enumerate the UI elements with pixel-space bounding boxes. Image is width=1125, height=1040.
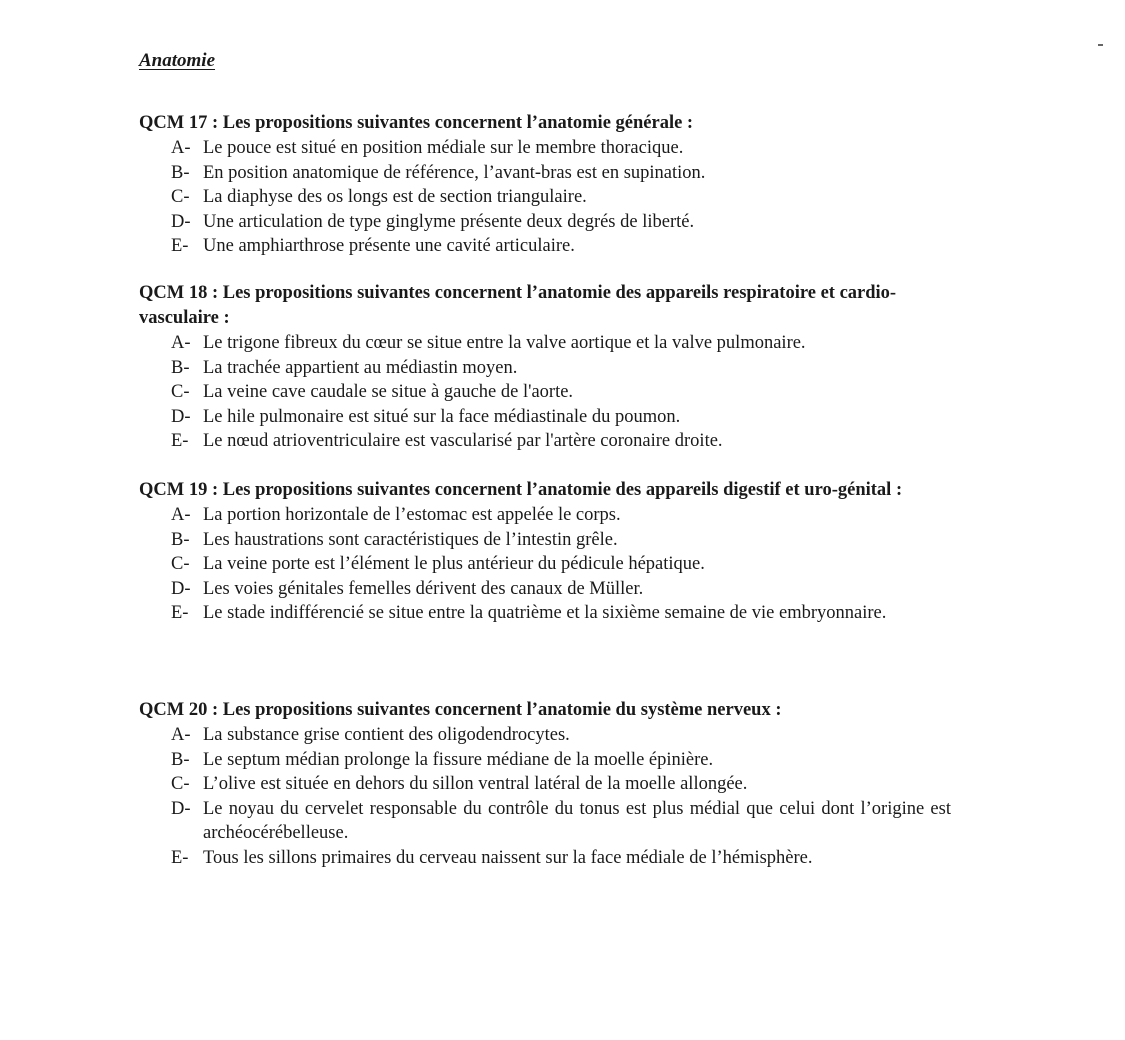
option-text: Le stade indifférencié se situe entre la quatrième et la sixième semaine de vie embryonnaire.: [203, 603, 887, 623]
option-letter: E-: [171, 431, 189, 451]
option-letter: B-: [171, 162, 190, 183]
option-text: Une articulation de type ginglyme présente deux degrés de liberté.: [203, 211, 695, 232]
option-letter: E-: [171, 603, 189, 623]
option-text: L’olive est située en dehors du sillon ventral latéral de la moelle allongée.: [203, 774, 748, 794]
qcm-option-d: [139, 210, 951, 235]
option-letter: A-: [171, 505, 191, 525]
option-text: Le noyau du cervelet responsable du contrôle du tonus est plus médial que celui dont l’origine est archéocérébelleuse.: [203, 798, 951, 843]
qcm-option-b: [139, 161, 951, 186]
option-text: Les haustrations sont caractéristiques de l’intestin grêle.: [203, 529, 618, 550]
option-text: Le pouce est situé en position médiale sur le membre thoracique.: [203, 138, 684, 158]
qcm-option-a: [139, 503, 951, 528]
qcm-19: [139, 478, 951, 626]
qcm-option-e: [139, 429, 951, 454]
qcm-option-c: [139, 185, 951, 210]
qcm-option-b: [139, 748, 951, 773]
option-letter: C-: [171, 554, 190, 574]
option-text: En position anatomique de référence, l’avant-bras est en supination.: [203, 162, 706, 183]
option-letter: B-: [171, 749, 190, 770]
qcm-option-a: [139, 331, 951, 356]
option-text: Une amphiarthrose présente une cavité articulaire.: [203, 236, 575, 256]
option-letter: D-: [171, 798, 191, 819]
qcm-question: QCM 18 : Les propositions suivantes concernent l’anatomie des appareils respiratoire et cardio-vasculaire :: [139, 283, 897, 328]
qcm-option-c: [139, 380, 951, 405]
qcm-option-b: [139, 356, 951, 381]
option-letter: D-: [171, 211, 191, 232]
qcm-option-c: [139, 772, 951, 797]
qcm-option-b: [139, 528, 951, 553]
scan-speck: [1098, 44, 1103, 46]
option-letter: E-: [171, 236, 189, 256]
qcm-option-d: [139, 797, 951, 846]
option-text: Tous les sillons primaires du cerveau naissent sur la face médiale de l’hémisphère.: [203, 847, 813, 868]
option-letter: C-: [171, 382, 190, 402]
option-text: La substance grise contient des oligodendrocytes.: [203, 725, 570, 745]
option-text: Les voies génitales femelles dérivent des canaux de Müller.: [203, 578, 644, 599]
qcm-20: [139, 698, 951, 870]
qcm-question: QCM 20 : Les propositions suivantes concernent l’anatomie du système nerveux :: [139, 700, 782, 720]
qcm-options: [139, 723, 951, 870]
qcm-option-e: [139, 234, 951, 259]
option-letter: A-: [171, 138, 191, 158]
qcm-option-e: [139, 601, 951, 626]
qcm-option-c: [139, 552, 951, 577]
qcm-option-d: [139, 405, 951, 430]
qcm-options: [139, 136, 951, 259]
qcm-option-d: [139, 577, 951, 602]
option-text: La trachée appartient au médiastin moyen.: [203, 357, 518, 378]
qcm-question: QCM 17 : Les propositions suivantes concernent l’anatomie générale :: [139, 113, 694, 133]
option-text: Le hile pulmonaire est situé sur la face médiastinale du poumon.: [203, 406, 681, 427]
option-letter: B-: [171, 529, 190, 550]
qcm-17: [139, 111, 951, 259]
option-letter: E-: [171, 847, 189, 868]
qcm-18: [139, 281, 951, 454]
option-text: La veine cave caudale se situe à gauche de l'aorte.: [203, 382, 574, 402]
option-letter: A-: [171, 333, 191, 353]
option-letter: C-: [171, 774, 190, 794]
option-text: Le nœud atrioventriculaire est vascularisé par l'artère coronaire droite.: [203, 431, 723, 451]
qcm-option-a: [139, 723, 951, 748]
section-title: Anatomie: [139, 50, 216, 71]
option-letter: A-: [171, 725, 191, 745]
option-letter: D-: [171, 406, 191, 427]
qcm-option-e: [139, 846, 951, 871]
qcm-options: [139, 331, 951, 454]
option-text: La veine porte est l’élément le plus antérieur du pédicule hépatique.: [203, 554, 705, 574]
option-text: La portion horizontale de l’estomac est appelée le corps.: [203, 505, 621, 525]
option-text: Le trigone fibreux du cœur se situe entre la valve aortique et la valve pulmonaire.: [203, 333, 806, 353]
qcm-option-a: [139, 136, 951, 161]
option-letter: B-: [171, 357, 190, 378]
option-text: La diaphyse des os longs est de section triangulaire.: [203, 187, 587, 207]
option-letter: C-: [171, 187, 190, 207]
qcm-question: QCM 19 : Les propositions suivantes concernent l’anatomie des appareils digestif et uro-génital :: [139, 480, 903, 500]
qcm-options: [139, 503, 951, 626]
option-letter: D-: [171, 578, 191, 599]
option-text: Le septum médian prolonge la fissure médiane de la moelle épinière.: [203, 749, 714, 770]
